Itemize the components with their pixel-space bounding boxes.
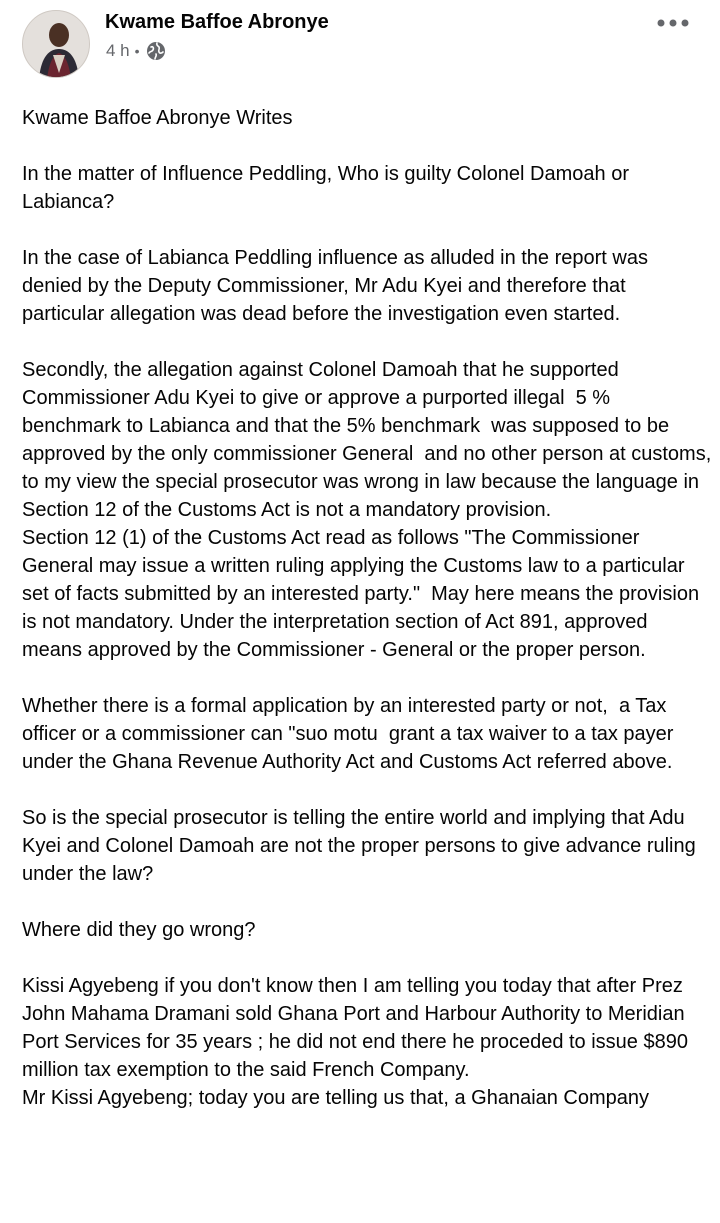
avatar[interactable]: [22, 10, 90, 78]
post-paragraph: Kwame Baffoe Abronye Writes: [22, 107, 293, 129]
post-paragraph: Secondly, the allegation against Colonel Damoah that he supported Commissioner Adu Kyei to give or approve a purported illegal 5 % benchmark to Labianca and that the 5% benchmark was supposed to be approved by the only commissioner General and no other person at customs, to my view the special prosecutor was wrong in law because the language in Section 12 of the Customs Act is not a mandatory provision.: [22, 359, 717, 521]
post-paragraph: Where did they go wrong?: [22, 919, 256, 941]
author-name[interactable]: Kwame Baffoe Abronye: [105, 11, 329, 33]
post-paragraph: So is the special prosecutor is telling the entire world and implying that Adu Kyei and Colonel Damoah are not the proper persons to give advance ruling under the law?: [22, 807, 702, 885]
post-paragraph: Kissi Agyebeng if you don't know then I am telling you today that after Prez John Mahama Dramani sold Ghana Port and Harbour Authority to Meridian Port Services for 35 years ; he did not end there he proceded to issue $890 million tax exemption to the said French Company.: [22, 975, 694, 1081]
more-options-button[interactable]: [652, 10, 694, 36]
post-time[interactable]: 4 h: [106, 41, 130, 60]
post-paragraph: In the case of Labianca Peddling influence as alluded in the report was denied by the Deputy Commissioner, Mr Adu Kyei and therefore that particular allegation was dead before the investigation even started.: [22, 247, 654, 325]
post-paragraph: In the matter of Influence Peddling, Who is guilty Colonel Damoah or Labianca?: [22, 163, 635, 213]
post-paragraph: Section 12 (1) of the Customs Act read as follows "The Commissioner General may issue a written ruling applying the Customs law to a particular set of facts submitted by an interested party." May here means the provision is not mandatory. Under the interpretation section of Act 891, approved means approved by the Commissioner - General or the proper person.: [22, 527, 705, 661]
post-paragraph: Mr Kissi Agyebeng; today you are telling us that, a Ghanaian Company: [22, 1087, 650, 1109]
globe-icon[interactable]: [146, 41, 166, 61]
post-text: [22, 104, 717, 1112]
more-options-icon: [657, 19, 689, 27]
profile-photo: [23, 11, 90, 78]
post-paragraph: Whether there is a formal application by an interested party or not, a Tax officer or a commissioner can "suo motu grant a tax waiver to a tax payer under the Ghana Revenue Authority Act and Customs Act referred above.: [22, 695, 680, 773]
post-header: [0, 0, 720, 90]
meta-separator: •: [134, 43, 140, 59]
post-meta: [106, 40, 166, 62]
